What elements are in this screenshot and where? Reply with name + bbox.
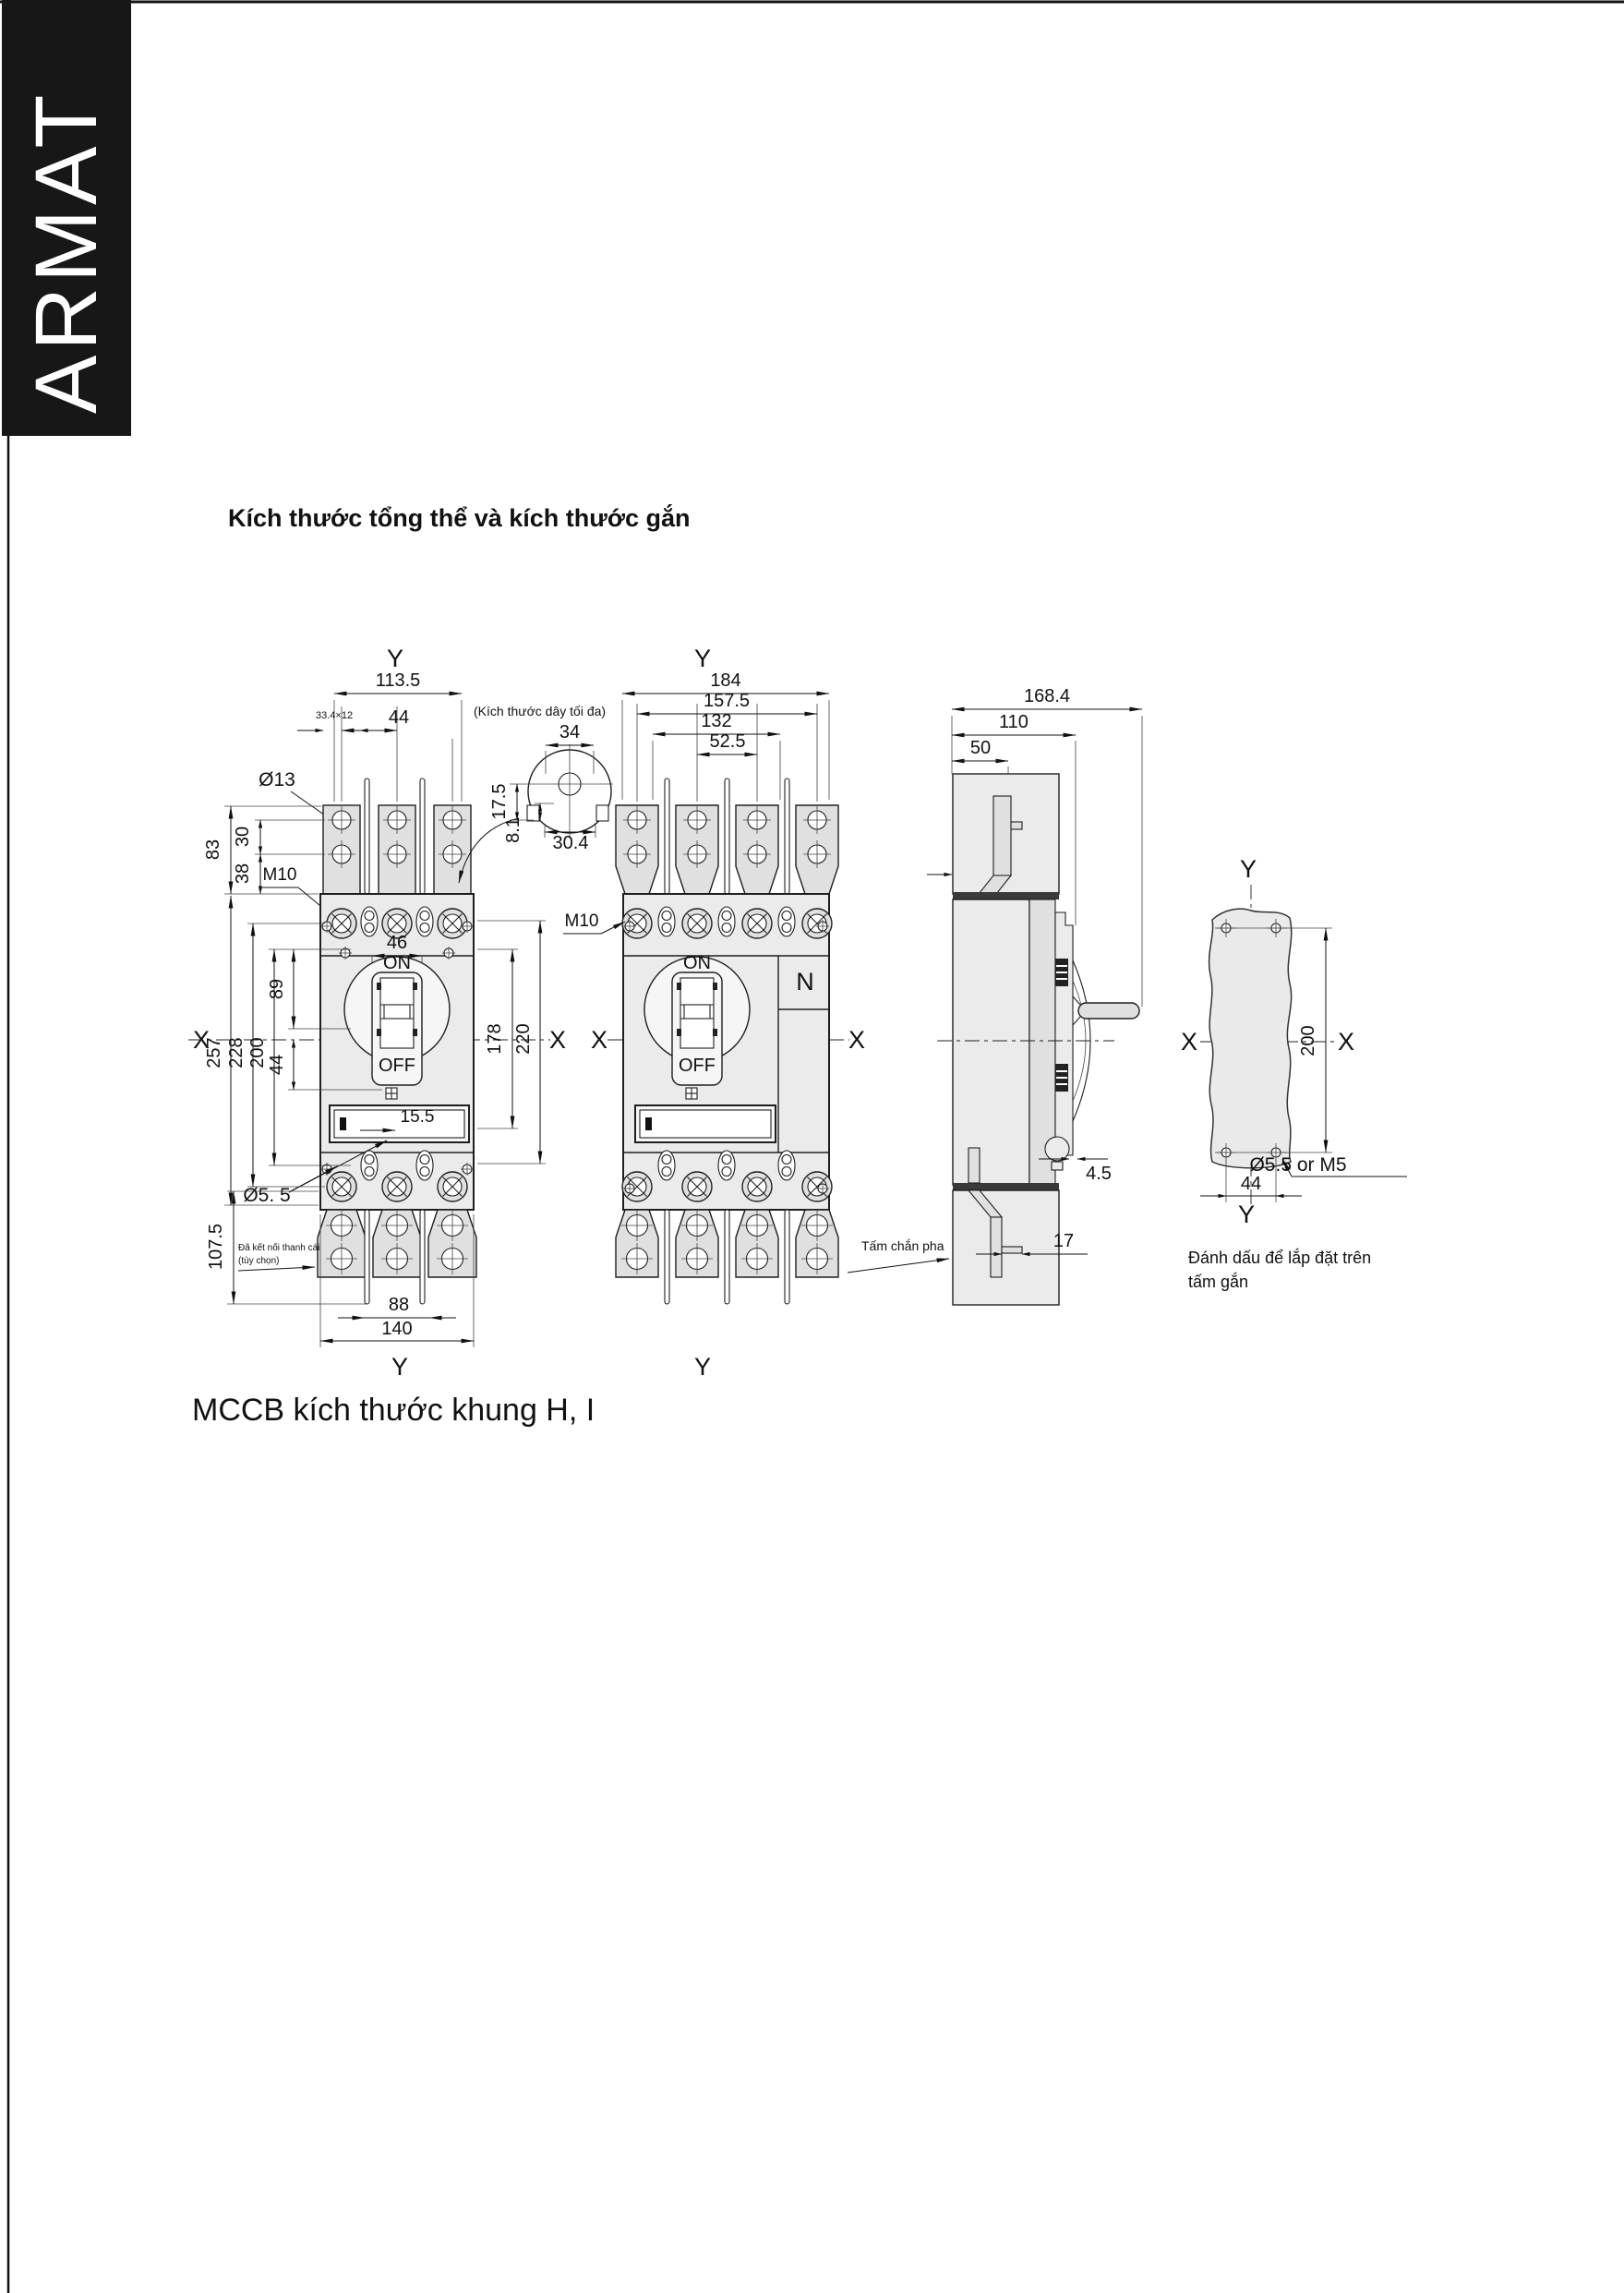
dim-83: 83 xyxy=(203,839,223,861)
detail-note: (Kích thước dây tối đa) xyxy=(474,704,607,718)
page-title: Kích thước tổng thể và kích thước gắn xyxy=(228,504,691,532)
wire-detail-view xyxy=(459,704,613,883)
off-label: OFF xyxy=(679,1056,716,1076)
dim-44: 44 xyxy=(1240,1174,1262,1194)
phase-barrier-pin xyxy=(665,1210,669,1304)
phase-barrier-pin xyxy=(785,778,789,894)
axis-y-bottom: Y xyxy=(1237,1201,1256,1228)
front-cover xyxy=(1055,912,1073,1155)
figure-caption: MCCB kích thước khung H, I xyxy=(192,1393,595,1428)
dim-184: 184 xyxy=(710,670,741,691)
mount-caption-line2: tấm gắn xyxy=(1188,1273,1249,1291)
dim-44-pitch: 44 xyxy=(388,707,410,728)
dim-132: 132 xyxy=(701,711,732,731)
dim-157-5: 157.5 xyxy=(703,691,751,711)
thread-m10: M10 xyxy=(262,865,297,885)
brand-logo xyxy=(2,0,131,436)
busbar-note-line2: (tùy chọn) xyxy=(238,1256,280,1266)
phase-barrier-pin xyxy=(365,778,369,894)
dim-140: 140 xyxy=(381,1319,413,1339)
phase-barrier-pin xyxy=(420,778,425,894)
dim-4-5: 4.5 xyxy=(1086,1164,1112,1184)
phase-barrier-pin xyxy=(725,778,729,894)
dim-17: 17 xyxy=(1053,1231,1075,1251)
dim-34: 34 xyxy=(559,722,581,742)
phase-barrier-pin xyxy=(365,1210,369,1304)
hole-spec-label: Ø5.5 or M5 xyxy=(1249,1154,1347,1176)
dim-hole-o13: Ø13 xyxy=(259,769,295,790)
dim-50: 50 xyxy=(969,738,992,758)
phase-barrier-pin xyxy=(785,1210,789,1304)
dim-228: 228 xyxy=(226,1037,247,1068)
dim-178: 178 xyxy=(485,1023,505,1055)
on-label: ON xyxy=(683,953,711,973)
thread-m10: M10 xyxy=(564,911,599,931)
axis-x-left: X xyxy=(590,1026,608,1054)
dim-200: 200 xyxy=(1298,1025,1318,1056)
top-terminal-bar xyxy=(993,796,1011,875)
din-clip xyxy=(1055,959,1068,986)
dim-89: 89 xyxy=(267,978,287,1000)
phase-barrier-pin xyxy=(665,778,669,894)
dim-88: 88 xyxy=(388,1295,410,1315)
axis-y-top: Y xyxy=(1239,855,1257,883)
dim-46: 46 xyxy=(386,933,408,953)
neutral-pole-label: N xyxy=(796,968,814,996)
axis-x-left: X xyxy=(192,1026,211,1054)
toggle-handle-side xyxy=(1078,1003,1139,1019)
dim-200: 200 xyxy=(247,1037,268,1068)
mounting-plate xyxy=(1209,909,1292,1168)
axis-y-bottom: Y xyxy=(391,1353,409,1381)
axis-y-top: Y xyxy=(693,645,712,672)
axis-x-right: X xyxy=(1337,1028,1355,1056)
dim-30-4: 30.4 xyxy=(552,833,589,853)
busbar-note-line1: Đã kết nối thanh cái xyxy=(238,1243,320,1253)
dim-mount-hole: Ø5. 5 xyxy=(243,1185,291,1206)
side-view xyxy=(848,686,1142,1305)
front-view-3p xyxy=(188,645,566,1381)
brand-text: ARMAT xyxy=(18,90,115,414)
dim-38: 38 xyxy=(233,863,253,885)
phase-barrier-pin xyxy=(725,1210,729,1304)
on-label: ON xyxy=(383,953,411,973)
dim-257: 257 xyxy=(204,1037,224,1068)
mounting-plate-view xyxy=(1181,855,1407,1291)
dim-107-5: 107.5 xyxy=(206,1223,226,1271)
bottom-terminal-bar xyxy=(991,1217,1002,1277)
axis-x-right: X xyxy=(548,1026,567,1054)
mount-caption-line1: Đánh dấu để lắp đặt trên xyxy=(1188,1249,1372,1267)
dim-168-4: 168.4 xyxy=(1023,686,1071,706)
axis-x-right: X xyxy=(848,1026,866,1054)
dim-52-5: 52.5 xyxy=(709,731,746,752)
dim-44-vertical: 44 xyxy=(267,1054,287,1076)
axis-x-left: X xyxy=(1180,1028,1198,1056)
din-clip xyxy=(1055,1064,1068,1092)
phase-barrier-pin xyxy=(420,1210,425,1304)
dim-17-5: 17.5 xyxy=(489,783,510,820)
front-view-4p xyxy=(563,645,865,1381)
dim-113-5: 113.5 xyxy=(375,670,421,691)
dim-220: 220 xyxy=(513,1023,534,1055)
dim-lug-section: 33.4×12 xyxy=(316,710,354,721)
dim-30: 30 xyxy=(233,826,253,848)
axis-y-top: Y xyxy=(386,645,404,672)
axis-y-bottom: Y xyxy=(693,1353,712,1381)
dim-15-5: 15.5 xyxy=(400,1107,435,1127)
off-label: OFF xyxy=(379,1056,415,1076)
phase-barrier-note: Tấm chắn pha xyxy=(861,1238,944,1253)
dim-110: 110 xyxy=(999,712,1029,732)
dim-8-1: 8.1 xyxy=(503,817,523,843)
case-body xyxy=(953,899,1029,1185)
